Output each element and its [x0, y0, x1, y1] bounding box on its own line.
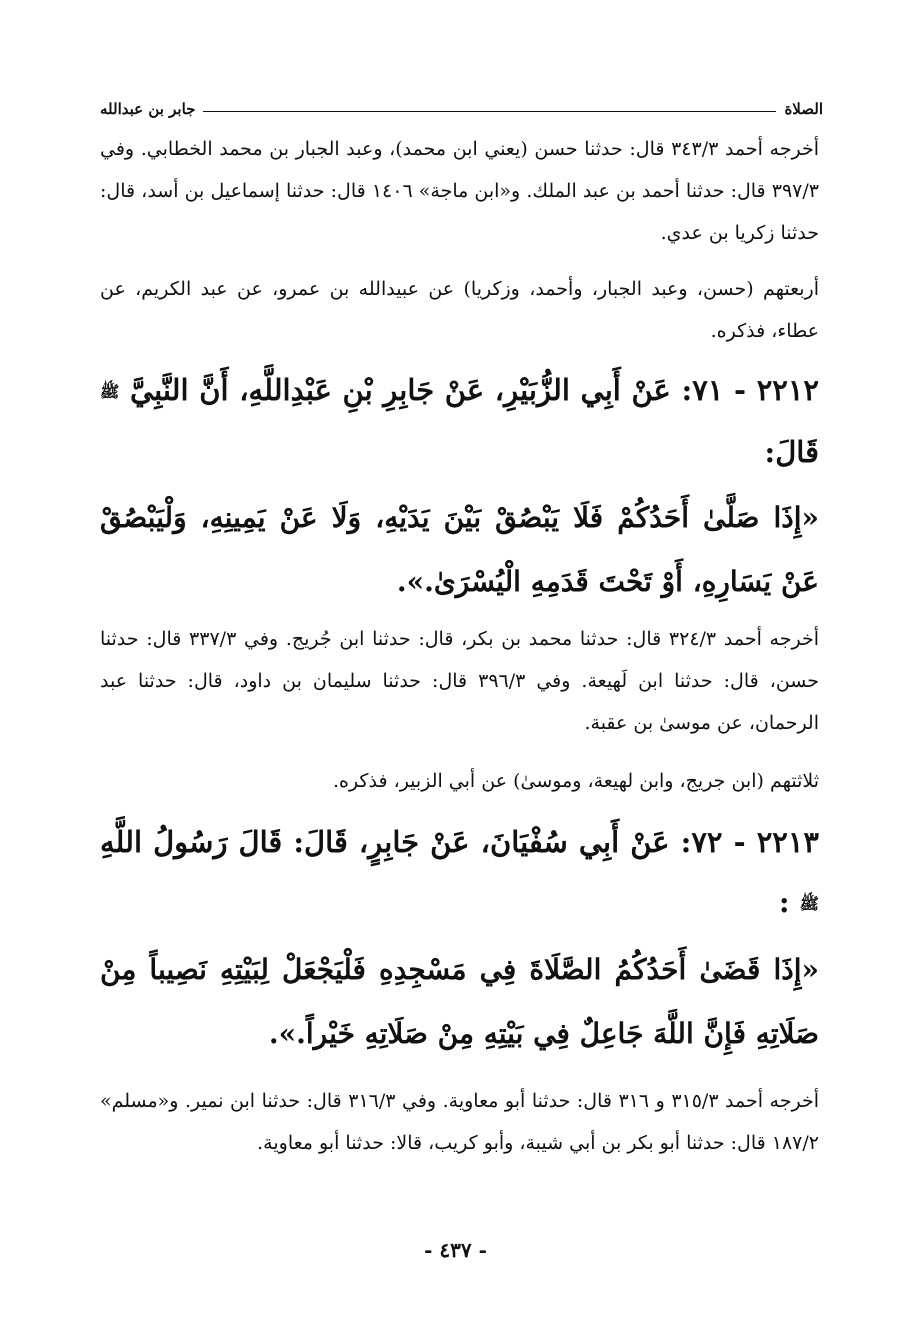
takhrij-note: أخرجه أحمد ٣٢٤/٣ قال: حدثنا محمد بن بكر، قال: حدثنا ابن جُريج. وفي ٣٣٧/٣ قال: حدثنا حسن، قال: حدثنا ابن لَهيعة. وفي ٣٩٦/٣ قال: حدثنا سليمان بن داود، قال: حدثنا عبد الرحمان، عن موسىٰ بن عقبة.	[100, 628, 820, 734]
hadith-text: «إِذَا صَلَّىٰ أَحَدُكُمْ فَلَا يَبْصُقْ بَيْنَ يَدَيْهِ، وَلَا عَنْ يَمِينِهِ، وَلْيَبْصُقْ عَنْ يَسَارِهِ، أَوْ تَحْتَ قَدَمِهِ الْيُسْرَىٰ.».	[100, 501, 819, 598]
hadith-text: «إِذَا قَضَىٰ أَحَدُكُمُ الصَّلَاةَ فِي مَسْجِدِهِ فَلْيَجْعَلْ لِبَيْتِهِ نَصِيباً مِنْ صَلَاتِهِ فَإِنَّ اللَّهَ جَاعِلٌ فِي بَيْتِهِ مِنْ صَلَاتِهِ خَيْراً.».	[100, 953, 819, 1050]
page-number: - ٤٣٧ -	[424, 1238, 487, 1262]
takhrij-note: أخرجه أحمد ٣٤٣/٣ قال: حدثنا حسن (يعني ابن محمد)، وعبد الجبار بن محمد الخطابي. وفي ٣٩٧/٣ قال: حدثنا أحمد بن عبد الملك. و«ابن ماجة» ١٤٠٦ قال: حدثنا إسماعيل بن أسد، قال: حدثنا زكريا بن عدي.	[100, 138, 819, 244]
salla-symbol: ﷺ	[100, 382, 120, 401]
narrator-name: جابر بن عبدالله	[100, 100, 196, 118]
chain-summary: أربعتهم (حسن، وعبد الجبار، وأحمد، وزكريا) عن عبيدالله بن عمرو، عن عبد الكريم، عن عطاء، فذكره.	[100, 278, 819, 342]
salla-symbol: ﷺ	[799, 894, 819, 913]
chapter-title: الصلاة	[784, 100, 823, 118]
header-rule	[203, 111, 776, 112]
running-header	[100, 92, 823, 118]
hadith-heading: ٢٢١٣ - ٧٢: عَنْ أَبِي سُفْيَانَ، عَنْ جَابِرٍ، قَالَ: قَالَ رَسُولُ اللَّهِ ﷺ :	[100, 825, 819, 919]
takhrij-note: أخرجه أحمد ٣١٥/٣ و ٣١٦ قال: حدثنا أبو معاوية. وفي ٣١٦/٣ قال: حدثنا ابن نمير. و«مسلم» ١٨٧/٢ قال: حدثنا أبو بكر بن أبي شيبة، وأبو كريب، قالا: حدثنا أبو معاوية.	[100, 1090, 819, 1154]
hadith-heading: ٢٢١٢ - ٧١: عَنْ أَبِي الزُّبَيْرِ، عَنْ جَابِرِ بْنِ عَبْدِاللَّهِ، أَنَّ النَّبِيَّ ﷺ قَالَ:	[100, 373, 819, 469]
chain-summary: ثلاثتهم (ابن جريج، وابن لهيعة، وموسىٰ) عن أبي الزبير، فذكره.	[332, 770, 819, 792]
